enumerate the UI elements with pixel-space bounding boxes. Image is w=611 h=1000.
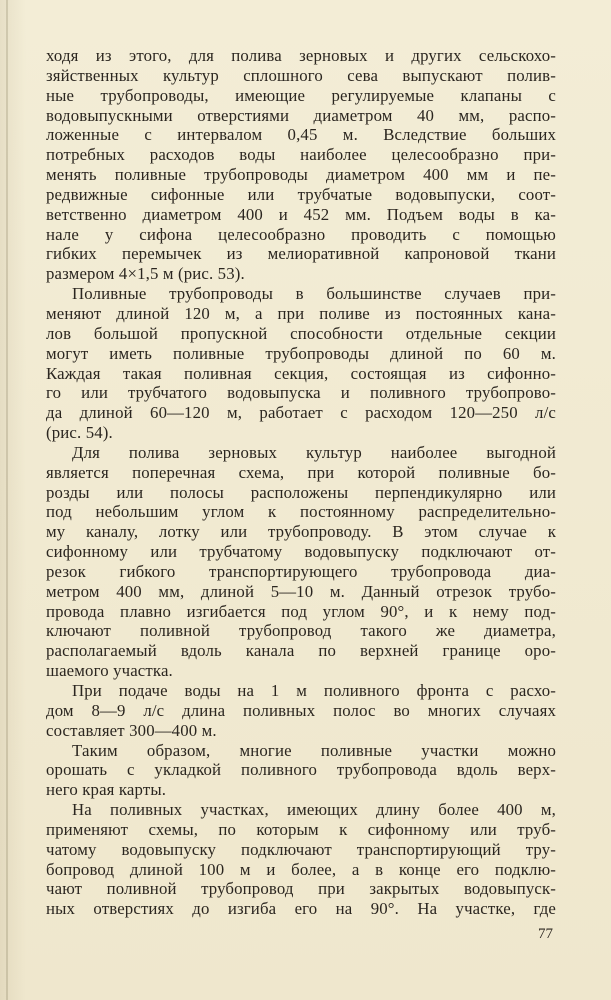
text-line: является поперечная схема, при которой поливные бо-	[46, 462, 556, 482]
text-line: нале у сифона целесообразно проводить с помощью	[46, 224, 556, 244]
text-line: него края карты.	[46, 780, 167, 800]
text-line: метром 400 мм, длиной 5—10 м. Данный отрезок трубо-	[46, 581, 556, 601]
text-line: зяйственных культур сплошного сева выпускают полив-	[46, 65, 556, 85]
text-line: чатому водовыпуску подключают транспортирующий тру-	[46, 839, 556, 859]
text-line: потребных расходов воды наиболее целесообразно при-	[46, 145, 556, 165]
text-line: могут иметь поливные трубопроводы длиной по 60 м.	[46, 343, 556, 363]
text-line: орошать с укладкой поливного трубопровода вдоль верх-	[46, 760, 556, 780]
text-line: му каналу, лотку или трубопроводу. В этом случае к	[46, 522, 556, 542]
text-line: применяют схемы, по которым к сифонному или труб-	[46, 819, 556, 839]
text-line: под небольшим углом к постоянному распределительно-	[46, 502, 556, 522]
text-line: водовыпускными отверстиями диаметром 40 мм, распо-	[46, 105, 556, 125]
text-line: размером 4×1,5 м (рис. 53).	[46, 264, 245, 284]
text-line: го или трубчатого водовыпуска и поливного трубопрово-	[46, 383, 556, 403]
text-line: бопровод длиной 100 м и более, а в конце его подклю-	[46, 859, 556, 879]
page-number: 77	[538, 926, 553, 942]
text-line: располагаемый вдоль канала по верхней границе оро-	[46, 641, 556, 661]
text-line: сифонному или трубчатому водовыпуску подключают от-	[46, 542, 556, 562]
text-line: ходя из этого, для полива зерновых и других сельскохо-	[46, 46, 556, 65]
text-line: розды или полосы расположены перпендикулярно или	[46, 482, 556, 502]
paragraph-start-line: При подаче воды на 1 м поливного фронта с расхо-	[72, 681, 556, 700]
text-line: шаемого участка.	[46, 661, 173, 681]
page-gutter-edge	[6, 0, 8, 1000]
body-text	[46, 46, 556, 919]
text-line: редвижные сифонные или трубчатые водовыпуски, соот-	[46, 184, 556, 204]
text-line: ключают поливной трубопровод такого же диаметра,	[46, 621, 556, 641]
text-line: лов большой пропускной способности отдельные секции	[46, 323, 556, 343]
text-line: Каждая такая поливная секция, состоящая из сифонно-	[46, 363, 556, 383]
text-line: провода плавно изгибается под углом 90°, и к нему под-	[46, 601, 556, 621]
text-line: дом 8—9 л/с длина поливных полос во многих случаях	[46, 700, 556, 720]
text-line: меняют длиной 120 м, а при поливе из постоянных кана-	[46, 303, 556, 323]
text-line: ные трубопроводы, имеющие регулируемые клапаны с	[46, 85, 556, 105]
text-line: гибких перемычек из мелиоративной капроновой ткани	[46, 244, 556, 264]
text-line: резок гибкого транспортирующего трубопровода диа-	[46, 561, 556, 581]
text-line: да длиной 60—120 м, работает с расходом 120—250 л/с	[46, 403, 556, 423]
paragraph-start-line: На поливных участках, имеющих длину более 400 м,	[72, 800, 556, 820]
text-line: менять поливные трубопроводы диаметром 400 мм и пе-	[46, 165, 556, 185]
text-line: составляет 300—400 м.	[46, 720, 217, 740]
text-line: ложенные с интервалом 0,45 м. Вследствие больших	[46, 125, 556, 145]
text-line: (рис. 54).	[46, 423, 113, 443]
paragraph-start-line: Для полива зерновых культур наиболее выгодной	[72, 442, 556, 462]
text-line: чают поливной трубопровод при закрытых водовыпуск-	[46, 879, 556, 899]
text-line: ных отверстиях до изгиба его на 90°. На участке, где	[46, 899, 556, 919]
text-line: ветственно диаметром 400 и 452 мм. Подъем воды в ка-	[46, 204, 556, 224]
paragraph-start-line: Поливные трубопроводы в большинстве случаев при-	[72, 284, 556, 304]
paragraph-start-line: Таким образом, многие поливные участки можно	[72, 740, 556, 760]
